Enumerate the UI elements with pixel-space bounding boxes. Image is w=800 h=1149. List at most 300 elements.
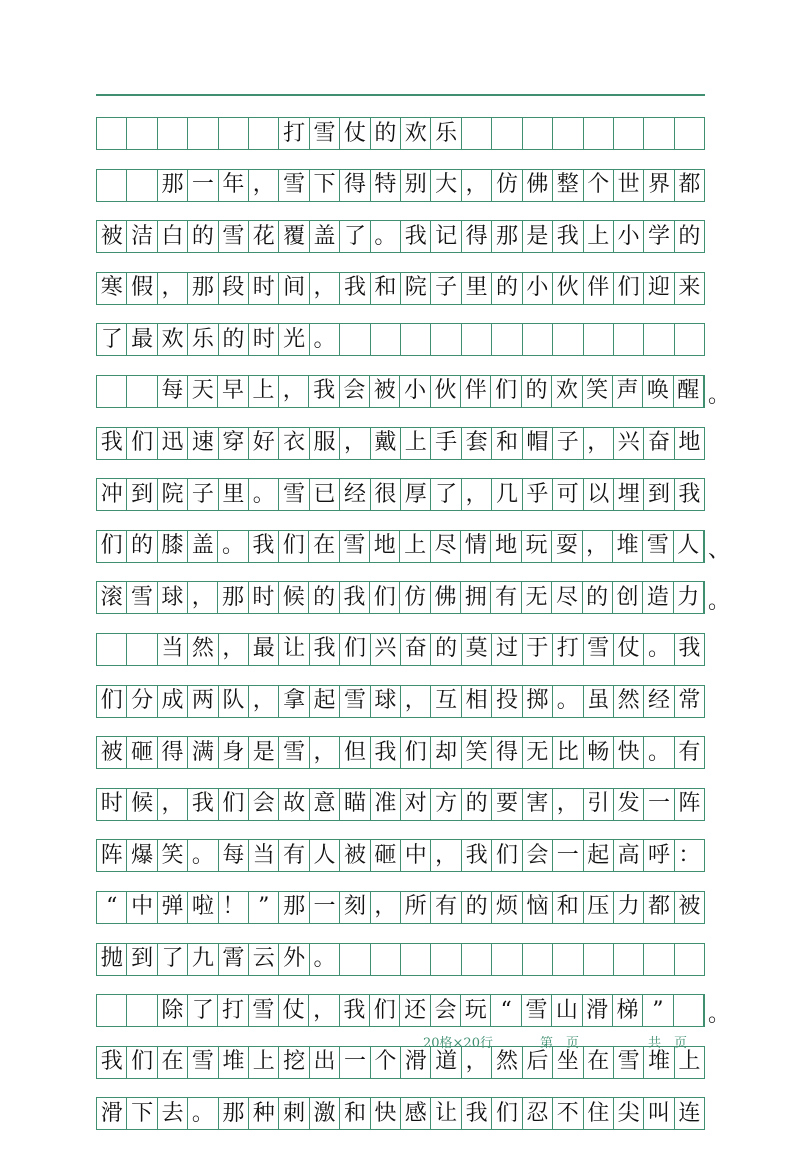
grid-cell: 们 [491,376,521,407]
grid-cell: 耍 [552,531,582,562]
grid-cell: 里 [462,273,492,304]
grid-cell: 道 [431,1047,461,1078]
grid-cell: 却 [431,737,461,768]
grid-cell: 雪 [279,737,309,768]
grid-cell [371,324,401,355]
grid-cell [127,170,157,201]
grid-cell: 感 [401,1098,431,1129]
grid-cell: 上 [400,531,430,562]
grid-cell: 害 [523,789,553,820]
grid-cell: 会 [431,995,461,1026]
grid-cell: 弹 [158,892,188,923]
grid-cell: 院 [401,273,431,304]
grid-cell [462,118,492,149]
grid-cell: 得 [158,737,188,768]
grid-cell: 球 [158,582,188,613]
grid-cell: 互 [431,686,461,717]
grid-cell: 的 [583,582,613,613]
grid-cell: 我 [97,428,127,459]
grid-cell: 坐 [553,1047,583,1078]
grid-cell: 无 [522,582,552,613]
grid-cell: 雪 [279,479,309,510]
grid-cell: 天 [188,376,218,407]
grid-cell: 们 [492,1098,522,1129]
grid-cell: 们 [97,531,127,562]
grid-cell: 的 [309,582,339,613]
grid-cell: 恼 [523,892,553,923]
grid-cell: 了 [188,995,218,1026]
grid-cell: 然 [614,686,644,717]
grid-cell: 相 [462,686,492,717]
grid-cell: 雪 [643,531,673,562]
grid-cell: 畅 [584,737,614,768]
grid-cell: 个 [584,170,614,201]
grid-cell: 激 [310,1098,340,1129]
grid-cell: 院 [158,479,188,510]
grid-cell [492,118,522,149]
grid-cell: 得 [340,170,370,201]
grid-cell: 种 [249,1098,279,1129]
grid-cell: 刺 [279,1098,309,1129]
grid-cell: 好 [249,428,279,459]
grid-cell [675,324,704,355]
grid-cell: 到 [127,944,157,975]
grid-cell: 阵 [97,840,127,871]
grid-cell: 。 [644,634,674,665]
grid-cell: 乎 [523,479,553,510]
grid-cell: 对 [401,789,431,820]
grid-cell: 是 [523,221,553,252]
grid-cell: ， [158,789,188,820]
grid-cell: 可 [553,479,583,510]
grid-cell: 一 [644,789,674,820]
grid-cell: 队 [219,686,249,717]
grid-cell [401,944,431,975]
grid-cell: 打 [279,118,309,149]
grid-cell: 经 [644,686,674,717]
grid-cell: 戴 [371,428,401,459]
grid-cell: 忍 [523,1098,553,1129]
grid-cell: ， [219,634,249,665]
grid-cell: 了 [340,221,370,252]
grid-cell: 以 [584,479,614,510]
grid-cell: 上 [401,428,431,459]
grid-cell: 刻 [340,892,370,923]
grid-cell: 帽 [523,428,553,459]
grid-cell: ， [188,582,218,613]
grid-cell [97,118,127,149]
grid-cell [553,118,583,149]
grid-cell [644,118,674,149]
grid-cell: 笑 [462,737,492,768]
grid-cell: 呼 [644,840,674,871]
grid-cell: 雪 [279,170,309,201]
grid-cell: 光 [279,324,309,355]
grid-cell: ！ [219,892,249,923]
grid-row [96,633,705,666]
grid-cell: 和 [371,273,401,304]
grid-cell: 年 [219,170,249,201]
grid-cell [674,995,704,1026]
grid-cell: 了 [97,324,127,355]
manuscript-grid [96,117,730,1149]
grid-cell: 声 [613,376,643,407]
grid-cell: 堆 [613,531,643,562]
grid-cell [97,376,127,407]
grid-cell: 后 [523,1047,553,1078]
grid-cell: 意 [310,789,340,820]
grid-cell: 于 [523,634,553,665]
grid-cell: 出 [310,1047,340,1078]
grid-cell: 迅 [158,428,188,459]
grid-cell: 但 [340,737,370,768]
grid-cell: 比 [553,737,583,768]
grid-cell: 成 [158,686,188,717]
grid-cell: 都 [678,172,701,198]
grid-cell: 们 [219,789,249,820]
grid-cell: 子 [431,273,461,304]
grid-cell: 子 [188,479,218,510]
grid-cell: 时 [249,273,279,304]
grid-cell: 衣 [279,428,309,459]
grid-cell: 然 [188,634,218,665]
grid-cell: 我 [249,531,279,562]
grid-cell: 迎 [644,273,674,304]
grid-cell: 笑 [158,840,188,871]
grid-cell: 雪 [584,634,614,665]
grid-row [96,272,705,305]
grid-cell: 到 [127,479,157,510]
grid-cell: 所 [401,892,431,923]
grid-row [96,839,705,872]
grid-cell: 砸 [127,737,157,768]
grid-cell: 佛 [431,582,461,613]
grid-cell: 小 [614,221,644,252]
grid-cell [492,324,522,355]
grid-cell: 盖 [310,221,340,252]
grid-cell: 高 [614,840,644,871]
grid-cell: ” [249,892,279,923]
grid-cell: 别 [401,170,431,201]
grid-cell [614,944,644,975]
grid-cell: 上 [678,1049,701,1075]
grid-cell [401,324,431,355]
grid-cell [219,118,249,149]
grid-cell: 寒 [97,273,127,304]
grid-cell [553,944,583,975]
grid-cell: 。 [553,686,583,717]
grid-cell: 几 [492,479,522,510]
grid-cell: 假 [127,273,157,304]
grid-spec: 20格×20行 [423,1036,493,1051]
grid-cell: 们 [401,737,431,768]
grid-cell: 候 [127,789,157,820]
grid-row [96,323,705,356]
grid-cell: 下 [310,170,340,201]
grid-cell: 的 [462,892,492,923]
grid-cell [431,324,461,355]
grid-cell: 和 [340,1098,370,1129]
grid-cell: 雪 [340,686,370,717]
grid-cell: 唤 [643,376,673,407]
grid-cell: 引 [584,789,614,820]
grid-cell: 。 [371,221,401,252]
grid-cell: 会 [340,376,370,407]
grid-row [96,943,705,976]
grid-cell [340,324,370,355]
grid-cell [127,376,157,407]
grid-cell: 花 [249,221,279,252]
grid-cell: 记 [431,221,461,252]
grid-cell: 厚 [401,479,431,510]
grid-cell: 兴 [614,428,644,459]
grid-cell: 滑 [583,995,613,1026]
grid-cell: 九 [188,944,218,975]
grid-cell: 佛 [523,170,553,201]
grid-cell: 我 [678,481,701,507]
grid-cell: 仿 [400,582,430,613]
grid-cell [675,944,704,975]
grid-cell [523,118,553,149]
grid-cell: 让 [431,1098,461,1129]
grid-cell [553,324,583,355]
grid-cell: 雪 [614,1047,644,1078]
grid-cell [97,995,127,1026]
grid-cell: 上 [249,376,279,407]
grid-cell: 服 [310,428,340,459]
grid-cell: 力 [614,892,644,923]
grid-cell: 盖 [188,531,218,562]
grid-row [96,581,730,615]
grid-cell [188,118,218,149]
grid-row [96,478,705,511]
grid-cell: 烦 [492,892,522,923]
grid-row [96,788,705,821]
grid-cell: 滚 [97,582,127,613]
grid-cell: 和 [553,892,583,923]
grid-cell: 时 [249,582,279,613]
grid-cell: 球 [371,686,401,717]
grid-cell: 雪 [249,995,279,1026]
grid-cell: 的 [492,273,522,304]
grid-cell: 那 [218,582,248,613]
grid-cell: 方 [431,789,461,820]
grid-row [96,530,730,563]
grid-cell: “ [97,892,127,923]
grid-cell: ， [401,686,431,717]
grid-cell: 候 [279,582,309,613]
grid-cell: 间 [279,273,309,304]
grid-cell: 在 [584,1047,614,1078]
grid-cell: 我 [310,634,340,665]
grid-cell: 们 [370,582,400,613]
grid-cell: ， [462,170,492,201]
grid-cell: 里 [219,479,249,510]
overflow-punctuation: 。 [707,1002,730,1028]
grid-cell [249,118,279,149]
grid-cell: 。 [218,531,248,562]
grid-cell: 抛 [97,944,127,975]
grid-cell: 爆 [127,840,157,871]
grid-cell: 连 [678,1100,701,1126]
grid-cell: 套 [462,428,492,459]
grid-cell: 们 [279,531,309,562]
grid-cell: 起 [310,686,340,717]
grid-row [96,891,705,924]
grid-cell: 伙 [553,273,583,304]
grid-cell: 雪 [522,995,552,1026]
grid-cell [644,944,674,975]
grid-cell: 无 [523,737,553,768]
grid-cell: 有 [279,840,309,871]
grid-cell: 拥 [461,582,491,613]
grid-cell: 个 [371,1047,401,1078]
grid-cell: 砸 [371,840,401,871]
grid-cell [158,118,188,149]
grid-cell: 们 [370,995,400,1026]
grid-cell: 到 [644,479,674,510]
grid-cell: 的 [219,324,249,355]
grid-cell: 我 [340,995,370,1026]
grid-cell: 那 [219,1098,249,1129]
grid-cell: 打 [218,995,248,1026]
grid-cell [462,944,492,975]
grid-cell: 身 [219,737,249,768]
grid-cell: ， [584,428,614,459]
grid-cell: 是 [249,737,279,768]
overflow-punctuation: 。 [707,382,730,408]
grid-cell: 尽 [431,531,461,562]
grid-cell: 欢 [401,118,431,149]
grid-cell: 被 [678,894,701,920]
grid-cell: 尽 [552,582,582,613]
grid-cell: 故 [279,789,309,820]
grid-cell: 除 [158,995,188,1026]
grid-cell: 有 [678,739,701,765]
grid-cell: 上 [249,1047,279,1078]
grid-cell: 玩 [461,995,491,1026]
grid-cell: 特 [371,170,401,201]
grid-cell: 发 [614,789,644,820]
grid-cell: 滑 [401,1047,431,1078]
grid-cell: 滑 [97,1098,127,1129]
grid-cell: 冲 [97,479,127,510]
grid-cell: 住 [584,1098,614,1129]
grid-cell: 的 [462,789,492,820]
grid-cell: 被 [97,221,127,252]
grid-cell: 挖 [279,1047,309,1078]
grid-cell: 力 [674,582,704,613]
grid-cell: “ [491,995,521,1026]
grid-cell: 的 [431,634,461,665]
grid-cell: 然 [492,1047,522,1078]
grid-cell: 小 [400,376,430,407]
grid-cell: 要 [492,789,522,820]
grid-cell: 雪 [340,531,370,562]
grid-cell: 小 [523,273,553,304]
grid-cell: 我 [371,737,401,768]
title-row [96,117,705,150]
grid-cell: 子 [553,428,583,459]
grid-cell: 我 [309,376,339,407]
grid-cell: ， [309,995,339,1026]
grid-cell: 经 [340,479,370,510]
grid-cell: ： [678,842,701,868]
grid-row [96,994,730,1028]
grid-cell: 尖 [614,1098,644,1129]
grid-cell [584,118,614,149]
grid-cell: 虽 [584,686,614,717]
grid-cell: 两 [188,686,218,717]
grid-cell: 我 [340,273,370,304]
grid-row [96,169,705,202]
grid-cell [97,634,127,665]
grid-row [96,1046,705,1079]
grid-cell: ， [249,686,279,717]
grid-cell: 笑 [583,376,613,407]
grid-cell: 当 [249,840,279,871]
grid-cell: 一 [188,170,218,201]
grid-cell: 当 [158,634,188,665]
grid-cell: 界 [644,170,674,201]
grid-cell: 洁 [127,221,157,252]
total-pages-label: 共 页 [648,1036,688,1051]
grid-row [96,220,705,253]
grid-cell: 。 [310,324,340,355]
grid-cell: 。 [188,840,218,871]
grid-row [96,1097,705,1130]
grid-cell: 奋 [401,634,431,665]
grid-cell: 那 [158,170,188,201]
grid-cell: 伴 [461,376,491,407]
grid-cell: 我 [97,1047,127,1078]
grid-cell: 我 [188,789,218,820]
grid-cell: 学 [644,221,674,252]
grid-row [96,736,705,769]
grid-cell: 准 [371,789,401,820]
grid-cell: 叫 [644,1098,674,1129]
grid-cell [371,944,401,975]
grid-cell: 们 [127,428,157,459]
grid-cell: 欢 [552,376,582,407]
grid-cell: 过 [492,634,522,665]
grid-cell: 梯 [613,995,643,1026]
grid-cell: 的 [188,221,218,252]
grid-cell: 兴 [371,634,401,665]
grid-cell: 最 [127,324,157,355]
grid-cell: 仗 [340,118,370,149]
grid-cell: 会 [249,789,279,820]
grid-cell: ， [310,273,340,304]
grid-cell: 。 [188,1098,218,1129]
grid-cell: 一 [340,1047,370,1078]
grid-cell: 的 [522,376,552,407]
grid-cell: 中 [401,840,431,871]
grid-cell: 我 [340,582,370,613]
grid-cell: 在 [309,531,339,562]
grid-cell: 。 [644,737,674,768]
grid-cell [584,944,614,975]
grid-cell: 让 [279,634,309,665]
grid-cell [614,118,644,149]
grid-cell: 中 [127,892,157,923]
grid-cell [462,324,492,355]
grid-cell: 时 [249,324,279,355]
grid-cell: ， [310,737,340,768]
grid-cell: 那 [492,221,522,252]
grid-cell [431,944,461,975]
grid-cell: 雪 [219,221,249,252]
